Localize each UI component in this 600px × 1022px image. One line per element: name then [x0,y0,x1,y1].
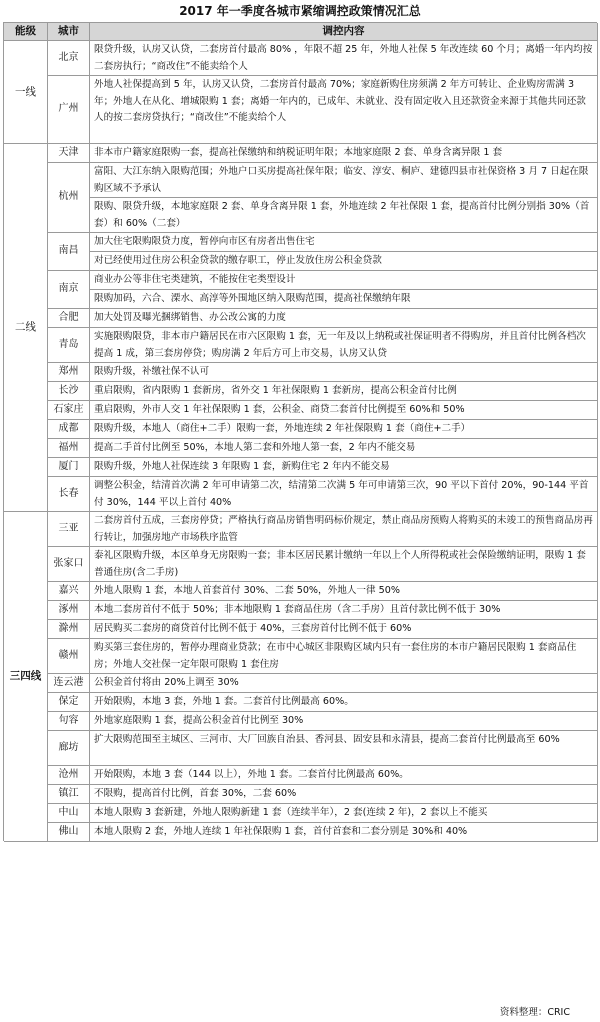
policy-cell: 限购加码，六合、溧水、高淳等外围地区纳入限购范围，提高社保缴纳年限 [90,290,598,309]
city-cell: 南昌 [48,233,90,271]
city-cell: 廊坊 [48,731,90,766]
policy-cell: 外地人社保提高到 5 年，认房又认贷，二套房首付最高 70%；家庭新购住房须满 2 年方可转让、企业购房需满 3 年；外地人在从化、增城限购 1 套；离婚一年内的，已成年、未就业、没有固定收入且还款资金来源于其他共同还款人的按二套房贷执行；“商改住”不能卖给个人 [90,76,598,144]
policy-cell: 提高二手首付比例至 50%，本地人第二套和外地人第一套，2 年内不能交易 [90,439,598,458]
policy-cell: 加大住宅限购限贷力度，暂停向市区有房者出售住宅 [90,233,598,252]
city-cell: 中山 [48,804,90,823]
city-cell: 连云港 [48,674,90,693]
tier-cell: 一线 [4,41,48,144]
policy-cell: 公积金首付将由 20%上调至 30% [90,674,598,693]
policy-cell: 限购升级，外地人社保连续 3 年限购 1 套，新购住宅 2 年内不能交易 [90,458,598,477]
city-cell: 杭州 [48,163,90,233]
policy-cell: 对已经使用过住房公积金贷款的缴存职工，停止发放住房公积金贷款 [90,252,598,271]
tier-cell: 三四线 [4,512,48,842]
city-cell: 青岛 [48,328,90,363]
city-cell: 长春 [48,477,90,512]
policy-cell: 加大处罚及曝光捆绑销售、办公改公寓的力度 [90,309,598,328]
policy-cell: 购买第三套住房的，暂停办理商业贷款；在市中心城区非限购区域内只有一套住房的本市户籍居民限购 1 套商品住房；外地人交社保一定年限可限购 1 套住房 [90,639,598,674]
policy-cell: 开始限购，本地 3 套，外地 1 套。二套首付比例最高 60%。 [90,693,598,712]
policy-cell: 调整公积金，结清首次满 2 年可申请第二次，结清第二次满 5 年可申请第三次，90 平以下首付 20%，90-144 平首付 30%，144 平以上首付 40% [90,477,598,512]
header-city: 城市 [48,23,90,41]
policy-cell: 外地家庭限购 1 套，提高公积金首付比例至 30% [90,712,598,731]
policy-cell: 外地人限购 1 套，本地人首套首付 30%、二套 50%，外地人一律 50% [90,582,598,601]
policy-cell: 非本市户籍家庭限购一套，提高社保缴纳和纳税证明年限；本地家庭限 2 套、单身含离异限 1 套 [90,144,598,163]
city-cell: 三亚 [48,512,90,547]
policy-cell: 富阳、大江东纳入限购范围；外地户口买房提高社保年限；临安、淳安、桐庐、建德四县市社保资格 3 月 7 日起在限购区域不予承认 [90,163,598,198]
city-cell: 保定 [48,693,90,712]
city-cell: 南京 [48,271,90,309]
policy-cell: 不限购，提高首付比例，首套 30%，二套 60% [90,785,598,804]
policy-cell: 本地二套房首付不低于 50%；非本地限购 1 套商品住房（含二手房）且首付款比例不低于 30% [90,601,598,620]
policy-cell: 实施限购限贷，非本市户籍居民在市六区限购 1 套，无一年及以上纳税或社保证明者不得购房，并且首付比例各档次提高 1 成，第三套房停贷；购房满 2 年后方可上市交易，认房又认贷 [90,328,598,363]
city-cell: 赣州 [48,639,90,674]
sheet-title: 2017 年一季度各城市紧缩调控政策情况汇总 [179,4,421,18]
city-cell: 嘉兴 [48,582,90,601]
city-cell: 张家口 [48,547,90,582]
policy-cell: 二套房首付五成，三套房停贷；严格执行商品房销售明码标价规定，禁止商品房预购人将购买的未竣工的预售商品房再行转让，加强房地产市场秩序监管 [90,512,598,547]
city-cell: 厦门 [48,458,90,477]
policy-cell: 扩大限购范围至主城区、三河市、大厂回族自治县、香河县、固安县和永清县，提高二套首付比例最高至 60% [90,731,598,766]
policy-cell: 限贷升级，认房又认贷，二套房首付最高 80% ，年限不超 25 年，外地人社保 5 年改连续 60 个月；离婚一年内均按二套房执行；“商改住”不能卖给个人 [90,41,598,76]
city-cell: 佛山 [48,823,90,842]
city-cell: 长沙 [48,382,90,401]
city-cell: 滁州 [48,620,90,639]
city-cell: 广州 [48,76,90,144]
policy-cell: 重启限购，外市人交 1 年社保限购 1 套，公积金、商贷二套首付比例提至 60%和 50% [90,401,598,420]
header-level: 能级 [4,23,48,41]
header-policy: 调控内容 [90,23,598,41]
policy-cell: 商业办公等非住宅类建筑，不能按住宅类型设计 [90,271,598,290]
policy-cell: 开始限购，本地 3 套（144 以上），外地 1 套。二套首付比例最高 60%。 [90,766,598,785]
policy-cell: 限购升级，补缴社保不认可 [90,363,598,382]
city-cell: 郑州 [48,363,90,382]
city-cell: 天津 [48,144,90,163]
policy-cell: 本地人限购 2 套，外地人连续 1 年社保限购 1 套，首付首套和二套分别是 30%和 40% [90,823,598,842]
city-cell: 沧州 [48,766,90,785]
policy-cell: 重启限购，省内限购 1 套新房，省外交 1 年社保限购 1 套新房，提高公积金首付比例 [90,382,598,401]
policy-cell: 居民购买二套房的商贷首付比例不低于 40%，三套房首付比例不低于 60% [90,620,598,639]
source-note: 资料整理：CRIC [499,1007,570,1018]
city-cell: 成都 [48,420,90,439]
city-cell: 句容 [48,712,90,731]
city-cell: 镇江 [48,785,90,804]
city-cell: 涿州 [48,601,90,620]
city-cell: 北京 [48,41,90,76]
city-cell: 石家庄 [48,401,90,420]
policy-cell: 限购升级，本地人（商住+二手）限购一套，外地连续 2 年社保限购 1 套（商住+二手） [90,420,598,439]
tier-cell: 二线 [4,144,48,512]
policy-cell: 限购、限贷升级，本地家庭限 2 套、单身含离异限 1 套，外地连续 2 年社保限 1 套，提高首付比例分别指 30%（首套）和 60%（二套） [90,198,598,233]
policy-cell: 泰礼区限购升级，本区单身无房限购一套；非本区居民累计缴纳一年以上个人所得税或社会保险缴纳证明，限购 1 套普通住房(含二手房) [90,547,598,582]
policy-cell: 本地人限购 3 套新建，外地人限购新建 1 套（连续半年），2 套(连续 2 年)，2 套以上不能买 [90,804,598,823]
policy-table [3,22,597,841]
city-cell: 合肥 [48,309,90,328]
city-cell: 福州 [48,439,90,458]
